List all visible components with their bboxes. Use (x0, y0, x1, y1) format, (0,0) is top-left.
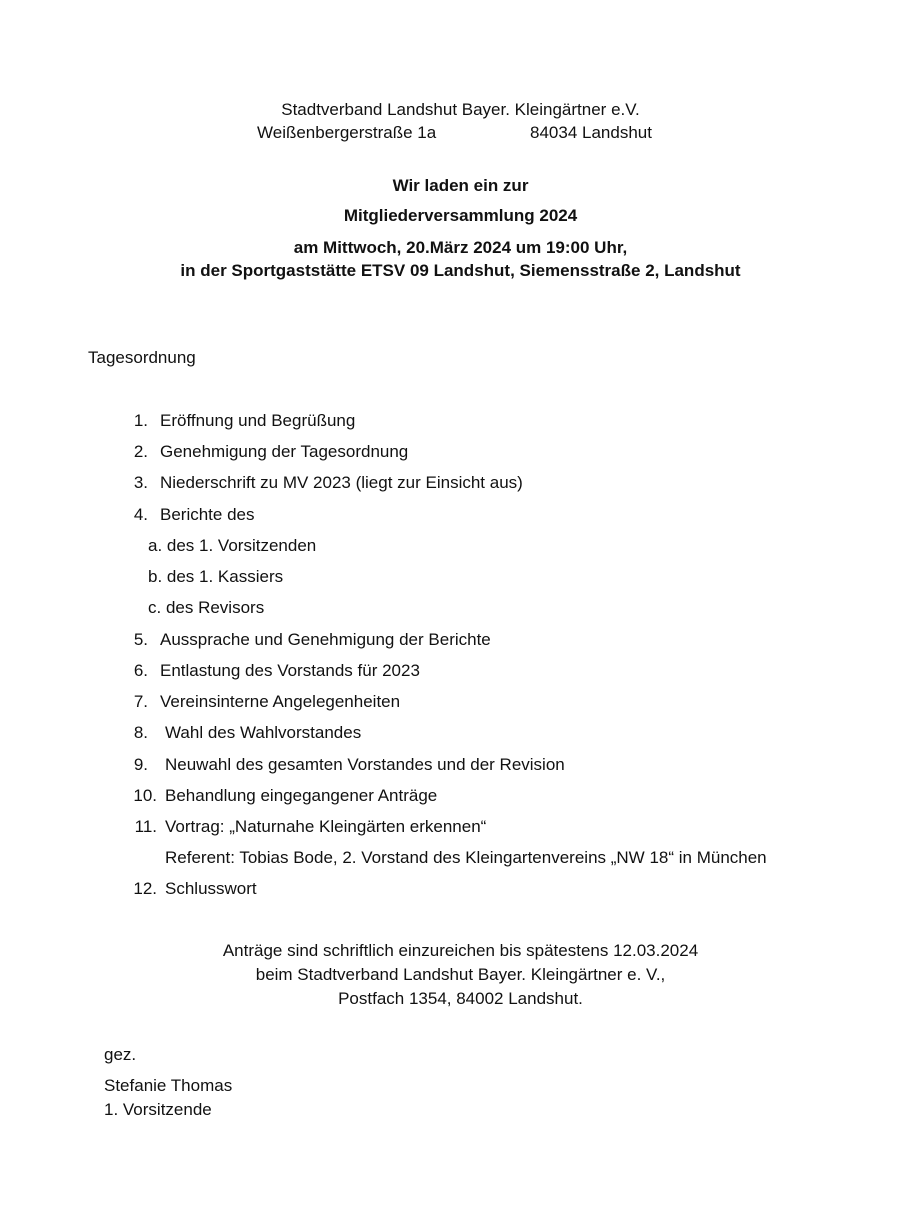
agenda-item-number: 2. (133, 442, 148, 461)
agenda-item-text: Neuwahl des gesamten Vorstandes und der Revision (165, 755, 565, 774)
agenda-title: Tagesordnung (88, 348, 196, 367)
agenda-item-text: Berichte des (160, 505, 255, 524)
agenda-item-number: 8. (133, 723, 148, 742)
signature-role: 1. Vorsitzende (104, 1100, 212, 1119)
agenda-item-number: 7. (133, 692, 148, 711)
agenda-sub-item: c. des Revisors (148, 598, 265, 617)
invitation-line-1: Wir laden ein zur (392, 176, 529, 195)
agenda-item-number: 3. (133, 473, 148, 492)
agenda-item-text: Niederschrift zu MV 2023 (liegt zur Einsicht aus) (160, 473, 523, 492)
agenda-item-number: 12. (133, 879, 157, 898)
agenda-item-number: 5. (133, 630, 148, 649)
meeting-location: in der Sportgaststätte ETSV 09 Landshut, Siemensstraße 2, Landshut (180, 261, 741, 280)
agenda-item-text: Schlusswort (165, 879, 257, 898)
agenda-item-number: 11. (134, 817, 157, 836)
agenda-item-text: Vortrag: „Naturnahe Kleingärten erkennen“ (165, 817, 487, 836)
agenda-item-number: 4. (133, 505, 148, 524)
agenda-item-text: Entlastung des Vorstands für 2023 (160, 661, 420, 680)
org-city: 84034 Landshut (530, 123, 652, 142)
agenda-sub-item: a. des 1. Vorsitzenden (148, 536, 317, 555)
agenda-item-number: 6. (133, 661, 148, 680)
agenda-item-number: 9. (133, 755, 148, 774)
agenda-item-text: Wahl des Wahlvorstandes (165, 723, 362, 742)
meeting-date: am Mittwoch, 20.März 2024 um 19:00 Uhr, (293, 238, 628, 257)
agenda-speaker: Referent: Tobias Bode, 2. Vorstand des Kleingartenvereins „NW 18“ in München (165, 848, 767, 867)
agenda-item-text: Behandlung eingegangener Anträge (165, 786, 438, 805)
signature-gez: gez. (104, 1045, 137, 1064)
agenda-item-number: 1. (133, 411, 148, 430)
agenda-item-text: Vereinsinterne Angelegenheiten (160, 692, 401, 711)
notice-line-3: Postfach 1354, 84002 Landshut. (338, 989, 583, 1008)
agenda-item-text: Eröffnung und Begrüßung (160, 411, 356, 430)
notice-line-1: Anträge sind schriftlich einzureichen bis spätestens 12.03.2024 (222, 941, 699, 960)
org-name: Stadtverband Landshut Bayer. Kleingärtner e.V. (281, 100, 640, 119)
signature-name: Stefanie Thomas (104, 1076, 233, 1095)
meeting-title: Mitgliederversammlung 2024 (343, 206, 578, 225)
notice-line-2: beim Stadtverband Landshut Bayer. Kleingärtner e. V., (255, 965, 666, 984)
agenda-item-text: Genehmigung der Tagesordnung (160, 442, 409, 461)
agenda-sub-item: b. des 1. Kassiers (148, 567, 284, 586)
agenda-item-number: 10. (133, 786, 157, 805)
org-street: Weißenbergerstraße 1a (257, 123, 437, 142)
agenda-item-text: Aussprache und Genehmigung der Berichte (160, 630, 491, 649)
